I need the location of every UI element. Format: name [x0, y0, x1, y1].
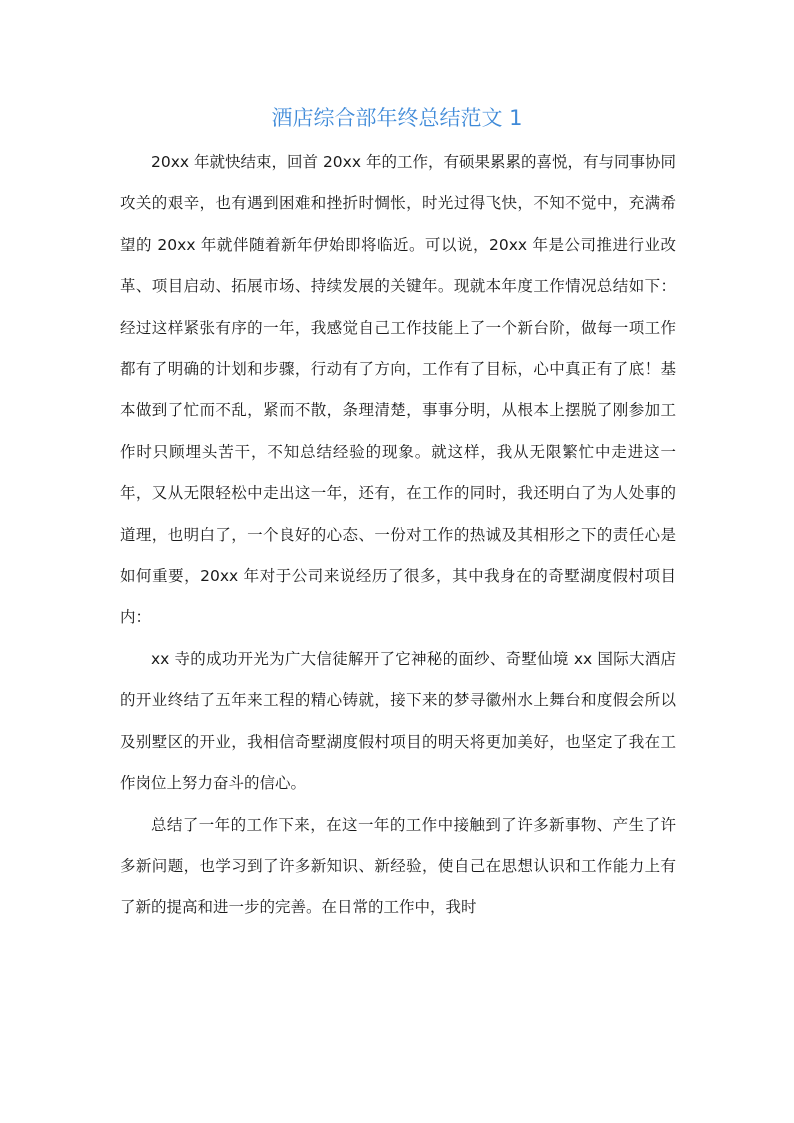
document-body [120, 142, 676, 929]
document-title: 酒店综合部年终总结范文 1 [271, 106, 523, 130]
body-paragraph-1: 20xx 年就快结束，回首 20xx 年的工作，有硕果累累的喜悦，有与同事协同攻关的艰辛，也有遇到困难和挫折时惆怅，时光过得飞快，不知不觉中，充满希望的 20xx 年就伴随着新年伊始即将临近。可以说，20xx 年是公司推进行业改革、项目启动、拓展市场、持续发展的关键年。现就本年度工作情况总结如下： 经过这样紧张有序的一年，我感觉自己工作技能上了一个新台阶，做每一项工作都有了明确的计划和步骤，行动有了方向，工作有了目标，心中真正有了底！基本做到了忙而不乱，紧而不散，条理清楚，事事分明，从根本上摆脱了刚参加工作时只顾埋头苦干，不知总结经验的现象。就这样，我从无限繁忙中走进这一年，又从无限轻松中走出这一年，还有，在工作的同时，我还明白了为人处事的道理，也明白了，一个良好的心态、一份对工作的热诚及其相形之下的责任心是如何重要，20xx 年对于公司来说经历了很多，其中我身在的奇墅湖度假村项目内： [120, 153, 676, 627]
body-paragraph-2: xx 寺的成功开光为广大信徒解开了它神秘的面纱、奇墅仙境 xx 国际大酒店的开业终结了五年来工程的精心铸就，接下来的梦寻徽州水上舞台和度假会所以及别墅区的开业，我相信奇墅湖度假村项目的明天将更加美好，也坚定了我在工作岗位上努力奋斗的信心。 [120, 649, 676, 793]
body-paragraph-3: 总结了一年的工作下来，在这一年的工作中接触到了许多新事物、产生了许多新问题，也学习到了许多新知识、新经验，使自己在思想认识和工作能力上有了新的提高和进一步的完善。在日常的工作中，我时 [120, 815, 676, 917]
